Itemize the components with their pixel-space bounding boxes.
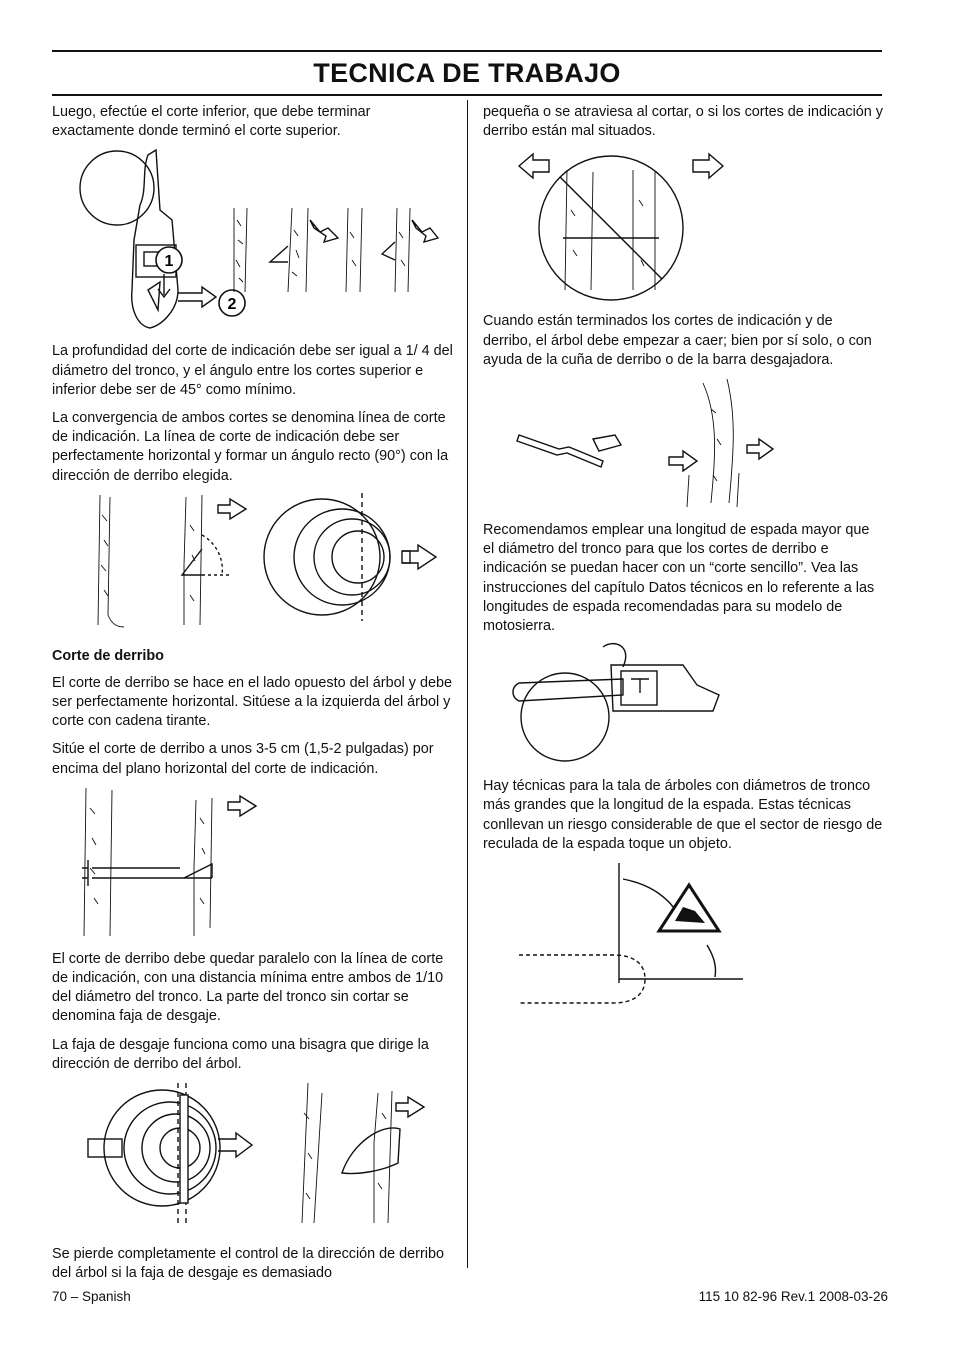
paragraph: Recomendamos emplear una longitud de espada mayor que el diámetro del tronco para que los cortes de derribo e indicación se puedan hacer con un “corte sencillo”. Vea las instrucciones del capítulo Datos técnicos en lo referente a las longitudes de espada recomendadas para su modelo de motosierra. xyxy=(483,522,875,635)
single-cut-chainsaw-illustration xyxy=(483,645,883,765)
right-column xyxy=(483,103,883,1025)
header-rule-bottom xyxy=(52,94,882,96)
column-divider xyxy=(467,100,468,1268)
step-label-2: 2 xyxy=(227,296,237,314)
paragraph: Luego, efectúe el corte inferior, que debe terminar exactamente donde terminó el corte superior. xyxy=(52,104,371,140)
felling-wedge-illustration xyxy=(483,379,883,509)
paragraph: Cuando están terminados los cortes de indicación y de derribo, el árbol debe empezar a caer; bien por sí solo, o con ayuda de la cuña de derribo o de la barra desgajadora. xyxy=(483,313,872,368)
header-rule-top xyxy=(52,50,882,52)
directional-notch-illustration xyxy=(52,495,452,635)
paragraph: Sitúe el corte de derribo a unos 3-5 cm (1,5-2 pulgadas) por encima del plano horizontal del corte de indicación. xyxy=(52,741,434,777)
hinge-illustration xyxy=(52,1083,452,1233)
document-reference: 115 10 82-96 Rev.1 2008-03-26 xyxy=(698,1289,888,1304)
paragraph: Hay técnicas para la tala de árboles con diámetros de tronco más grandes que la longitud de la espada. Estas técnicas conllevan un riesgo considerable de que el sector de riesgo de reculada de la espada toque un objeto. xyxy=(483,778,883,852)
paragraph: La profundidad del corte de indicación debe ser igual a 1/ 4 del diámetro del tronco, y el ángulo entre los cortes superior e inferior debe ser de 45° como mínimo. xyxy=(52,343,453,398)
paragraph: pequeña o se atraviesa al cortar, o si los cortes de indicación y derribo están mal situados. xyxy=(483,104,883,140)
lower-cut-illustration xyxy=(52,150,452,330)
paragraph: El corte de derribo debe quedar paralelo con la línea de corte de indicación, con una distancia mínima entre ambos de 1/10 del diámetro del tronco. La parte del tronco sin cortar se denomina faja de desgaje. xyxy=(52,950,444,1025)
paragraph: El corte de derribo se hace en el lado opuesto del árbol y debe ser perfectamente horizontal. Sitúese a la izquierda del árbol y corte con cadena tirante. xyxy=(52,674,453,730)
page-number: 70 – Spanish xyxy=(52,1289,131,1304)
felling-cut-height-illustration xyxy=(52,788,452,938)
step-label-1: 1 xyxy=(164,253,174,271)
left-column xyxy=(52,103,454,1292)
paragraph: Se pierde completamente el control de la dirección de derribo del árbol si la faja de desgaje es demasiado xyxy=(52,1246,444,1282)
paragraph: La convergencia de ambos cortes se denomina línea de corte de indicación. La línea de corte de indicación debe ser perfectamente horizontal y formar un ángulo recto (90°) con la dirección de derribo elegida. xyxy=(52,410,449,484)
section-heading: Corte de derribo xyxy=(52,647,164,664)
kickback-zone-illustration xyxy=(483,863,883,1013)
page-title: TECNICA DE TRABAJO xyxy=(313,58,621,88)
incorrect-cut-prohibited-illustration xyxy=(483,150,883,300)
paragraph: La faja de desgaje funciona como una bisagra que dirige la dirección de derribo del árbol. xyxy=(52,1036,429,1072)
